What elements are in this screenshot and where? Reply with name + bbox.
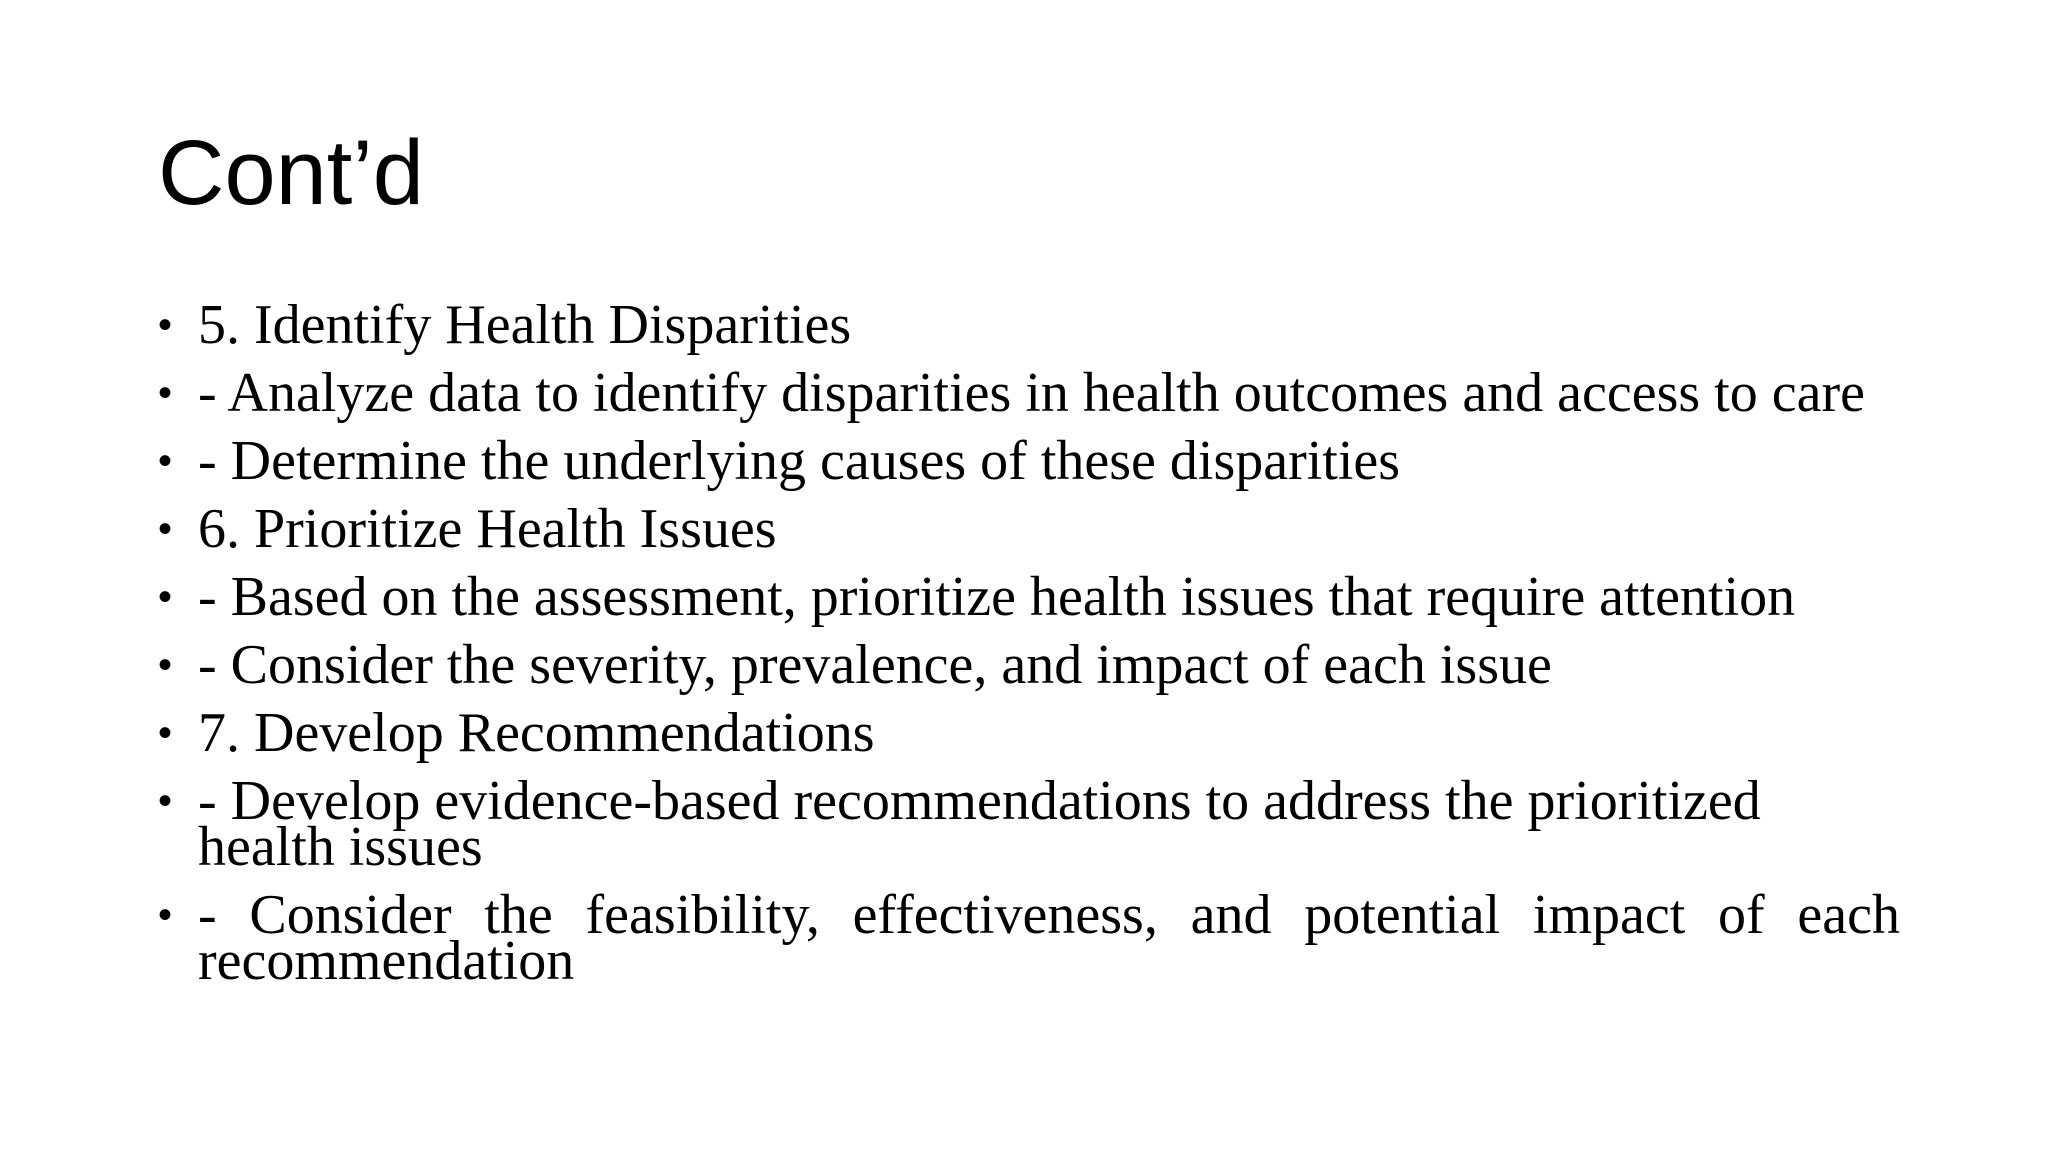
bullet-item [158, 498, 1900, 560]
bullet-item [158, 566, 1900, 628]
bullet-text: - Develop evidence-based recommendations to address the prioritized health issues [198, 770, 1761, 878]
bullet-text: - Determine the underlying causes of these disparities [198, 430, 1401, 492]
bullet-item [158, 362, 1900, 424]
bullet-text: - Consider the severity, prevalence, and impact of each issue [198, 634, 1552, 696]
bullet-icon: • [158, 371, 173, 415]
bullet-list [158, 294, 1900, 1006]
bullet-icon: • [158, 643, 173, 687]
bullet-text: 5. Identify Health Disparities [198, 294, 852, 356]
slide-title: Cont’d [158, 122, 424, 224]
bullet-text: - Based on the assessment, prioritize health issues that require attention [198, 566, 1796, 628]
bullet-icon: • [158, 711, 173, 755]
bullet-item [158, 430, 1900, 492]
bullet-text: 6. Prioritize Health Issues [198, 498, 777, 560]
bullet-item [158, 770, 1900, 878]
bullet-text: 7. Develop Recommendations [198, 702, 875, 764]
bullet-text: - Consider the feasibility, effectiveness, and potential impact of each recommendation [198, 884, 1900, 992]
bullet-text: - Analyze data to identify disparities in health outcomes and access to care [198, 362, 1865, 424]
bullet-icon: • [158, 439, 173, 483]
bullet-item [158, 702, 1900, 764]
bullet-icon: • [158, 893, 173, 937]
bullet-icon: • [158, 779, 173, 823]
bullet-icon: • [158, 575, 173, 619]
bullet-item [158, 884, 1900, 992]
bullet-icon: • [158, 303, 173, 347]
bullet-item [158, 634, 1900, 696]
bullet-icon: • [158, 507, 173, 551]
bullet-item [158, 294, 1900, 356]
